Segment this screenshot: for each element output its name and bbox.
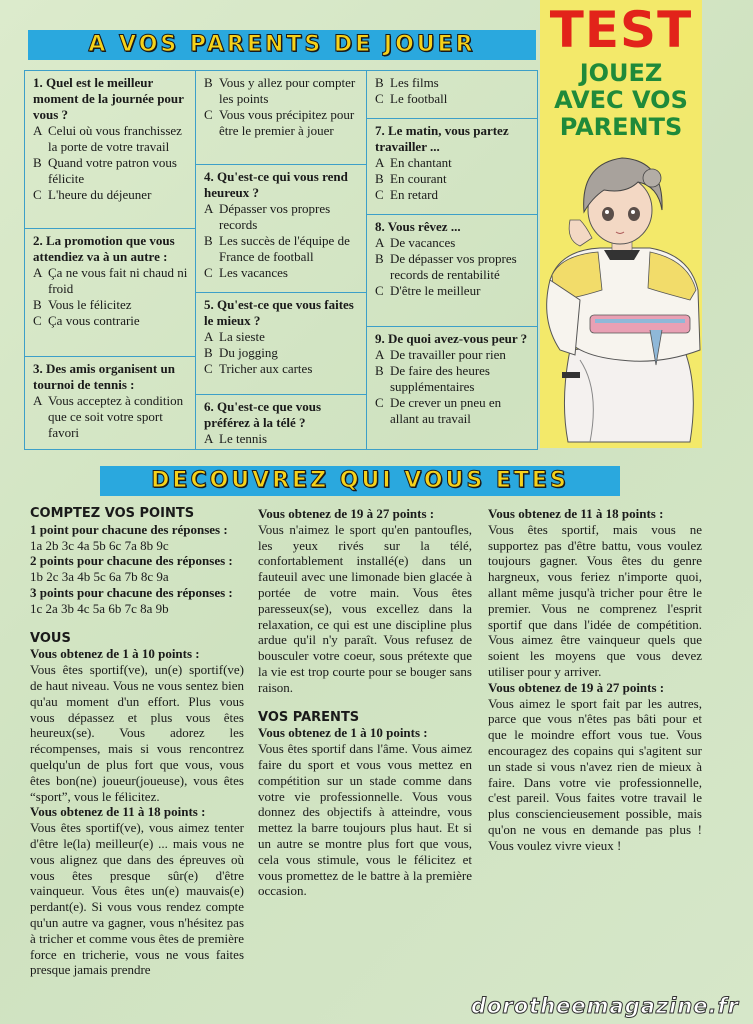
answer-c: En retard — [390, 187, 439, 202]
answer-c: L'heure du déjeuner — [48, 187, 152, 202]
results-column-2 — [258, 506, 472, 899]
quiz-grid — [24, 70, 538, 450]
parents-result-3-heading: Vous obtenez de 19 à 27 points : — [488, 679, 665, 695]
quiz-column-2 — [196, 71, 367, 449]
results-column-1 — [30, 506, 244, 978]
answer-a: De vacances — [390, 235, 456, 250]
answer-a: Dépasser vos propres records — [219, 201, 331, 232]
question-1: 1. Quel est le meilleur moment de la journée pour vous ? A Celui où vous franchissez la porte de votre travail B Quand votre patron vous félicite C L'heure du déjeuner — [25, 71, 195, 229]
parents-result-1-heading: Vous obtenez de 1 à 10 points : — [258, 725, 428, 741]
answer-c: Le football — [390, 91, 448, 106]
quiz-column-1 — [25, 71, 196, 449]
question-title: 6. Qu'est-ce que vous préférez à la télé ? — [204, 399, 321, 430]
results-column-3 — [488, 506, 702, 854]
answer-a: La sieste — [219, 329, 265, 344]
question-8: 8. Vous rêvez ... A De vacances B De dépasser vos propres records de rentabilité C D'être le meilleur — [367, 215, 537, 327]
points-1-answers: 1a 2b 3c 4a 5b 6c 7a 8b 9c — [30, 537, 169, 553]
points-1-label: 1 point pour chacune des réponses : — [30, 521, 228, 537]
question-title: 3. Des amis organisent un tournoi de tennis : — [33, 361, 175, 392]
answer-c: Tricher aux cartes — [219, 361, 313, 376]
question-title: 7. Le matin, vous partez travailler ... — [375, 123, 509, 154]
answer-a: Vous acceptez à condition que ce soit votre sport favori — [48, 393, 184, 440]
answer-b: De dépasser vos propres records de rentabilité — [390, 251, 517, 282]
vous-result-1-heading: Vous obtenez de 1 à 10 points : — [30, 646, 200, 662]
parents-result-2-heading: Vous obtenez de 11 à 18 points : — [488, 506, 664, 521]
answer-c: D'être le meilleur — [390, 283, 481, 298]
question-title: 4. Qu'est-ce qui vous rend heureux ? — [204, 169, 348, 200]
banner-top: A VOS PARENTS DE JOUER — [28, 30, 536, 60]
anime-character-illustration — [540, 150, 702, 448]
answer-b: Quand votre patron vous félicite — [48, 155, 177, 186]
answer-b: De faire des heures supplémentaires — [390, 363, 490, 394]
answer-b: Les films — [390, 75, 439, 90]
answer-c: Vous vous précipitez pour être le premier à jouer — [219, 107, 355, 138]
answer-a: Ça ne vous fait ni chaud ni froid — [48, 265, 188, 296]
question-title: 5. Qu'est-ce que vous faites le mieux ? — [204, 297, 354, 328]
question-4: 4. Qu'est-ce qui vous rend heureux ? A Dépasser vos propres records B Les succès de l'équipe de France de football C Les vacances — [196, 165, 366, 293]
question-3-continued: B Vous y allez pour compter les points C Vous vous précipitez pour être le premier à jouer — [196, 71, 366, 165]
vous-result-3-heading: Vous obtenez de 19 à 27 points : — [258, 506, 435, 521]
question-6-continued: B Les films C Le football — [367, 71, 537, 119]
question-title: 1. Quel est le meilleur moment de la journée pour vous ? — [33, 75, 184, 122]
parents-result-2-text: Vous êtes sportif, mais vous ne supportez pas d'être battu, vous voulez toujours gagner. Vous êtes du genre hargneux, vous feriez n'importe quoi, allant même jusqu'à tricher pour être le premier. Vous ne comprenez l'esprit sportif que dans l'idée de compétition. Vous aimez être vainqueur quels que soient les moyens que vous devez utiliser pour y arriver. — [488, 521, 702, 679]
answer-a: Le tennis — [219, 431, 268, 446]
question-3: 3. Des amis organisent un tournoi de tennis : A Vous acceptez à condition que ce soit votre sport favori — [25, 357, 195, 449]
answer-b: Les succès de l'équipe de France de football — [219, 233, 350, 264]
answer-c: Les vacances — [219, 265, 288, 280]
question-title: 9. De quoi avez-vous peur ? — [375, 331, 528, 346]
test-sidebar — [540, 0, 702, 448]
quiz-column-3 — [367, 71, 537, 449]
points-2-label: 2 points pour chacune des réponses : — [30, 553, 233, 569]
question-5: 5. Qu'est-ce que vous faites le mieux ? A La sieste B Du jogging C Tricher aux cartes — [196, 293, 366, 395]
test-title: TEST — [549, 1, 693, 59]
vous-result-2-text: Vous êtes sportif(ve), vous aimez tenter d'être le(la) meilleur(e) ... mais vous ne vous alignez que dans des épreuves où vous êtes presque sûr(e) d'être vainqueur. Vous êtes un(e) mauvais(e) perdant(e). Si vous vous rendez compte qu'un autre va gagner, vous n'hésitez pas à tricher et comme vous êtes de première force en tricherie, vous ne vous faites presque jamais prendre — [30, 820, 244, 978]
vous-result-2-heading: Vous obtenez de 11 à 18 points : — [30, 804, 206, 820]
answer-a: Celui où vous franchissez la porte de votre travail — [48, 123, 182, 154]
vous-result-3-text: Vous n'aimez le sport qu'en pantoufles, les yeux rivés sur la télé, confortablement installé(e) dans un fauteuil avec une limonade bien glacée à portée de votre main. Vous êtes paresseux(se), vous excellez dans la relaxation, ce qui est une discipline plus ardue qu'il n'y paraît. Vous refusez de bousculer votre coeur, sous prétexte que la vie est trop courte pour se bouger sans raison. — [258, 521, 472, 695]
section-heading-parents: VOS PARENTS — [258, 709, 360, 725]
answer-b: Vous le félicitez — [48, 297, 132, 312]
points-3-answers: 1c 2a 3b 4c 5a 6b 7c 8a 9b — [30, 600, 169, 616]
answer-b: Du jogging — [219, 345, 278, 360]
answer-a: En chantant — [390, 155, 452, 170]
points-2-answers: 1b 2c 3a 4b 5c 6a 7b 8c 9a — [30, 569, 169, 585]
question-title: 2. La promotion que vous attendiez va à un autre : — [33, 233, 175, 264]
answer-c: Ça vous contrarie — [48, 313, 140, 328]
question-7: 7. Le matin, vous partez travailler ... A En chantant B En courant C En retard — [367, 119, 537, 215]
section-heading-comptez: COMPTEZ VOS POINTS — [30, 506, 195, 521]
section-heading-vous: VOUS — [30, 630, 71, 646]
vous-result-1-text: Vous êtes sportif(ve), un(e) sportif(ve) de haut niveau. Vous ne vous sentez bien qu'au moment d'un effort. Plus vous vous dépassez et plus vous êtes heureux(se). Vous adorez les récompenses, mais si vous rencontrez quelqu'un de plus fort que vous, vous êtes bon(ne) joueur(joueuse), vous êtes “sport”, vous le félicitez. — [30, 662, 244, 804]
answer-b: Vous y allez pour compter les points — [219, 75, 356, 106]
answer-a: De travailler pour rien — [390, 347, 506, 362]
question-2: 2. La promotion que vous attendiez va à un autre : A Ça ne vous fait ni chaud ni froid B Vous le félicitez C Ça vous contrarie — [25, 229, 195, 357]
parents-result-1-text: Vous êtes sportif dans l'âme. Vous aimez faire du sport et vous vous mettez en compétition sur un stade comme dans votre vie professionnelle. Vous vous donnez des objectifs à atteindre, vous mettez la barre toujours plus haut. Et si un autre se montre plus fort que vous, cela vous stimule, vous le félicitez et vous promettez de le battre à la première occasion. — [258, 741, 472, 899]
points-3-label: 3 points pour chacune des réponses : — [30, 584, 233, 600]
question-title: 8. Vous rêvez ... — [375, 219, 461, 234]
question-6: 6. Qu'est-ce que vous préférez à la télé ? A Le tennis — [196, 395, 366, 449]
banner-bottom: DECOUVREZ QUI VOUS ETES — [100, 466, 620, 496]
question-9: 9. De quoi avez-vous peur ? A De travailler pour rien B De faire des heures supplémentaires C De crever un pneu en allant au travail — [367, 327, 537, 449]
answer-c: De crever un pneu en allant au travail — [390, 395, 502, 426]
parents-result-3-text: Vous aimez le sport fait par les autres, parce que vous n'êtes pas bâti pour et que le moindre effort vous tue. Vous encouragez des copains qui s'agitent sur un stade si vous n'avez rien de mieux à faire. Dans votre vie professionnelle, c'est pareil. Vous faites votre travail le plus consciencieusement possible, mais qu'on ne vous en demande pas plus ! Vous voulez vivre vieux ! — [488, 695, 702, 853]
answer-b: En courant — [390, 171, 447, 186]
website-watermark: dorotheemagazine.fr — [470, 994, 739, 1018]
sidebar-subtitle: JOUEZ AVEC VOS PARENTS — [554, 59, 688, 141]
